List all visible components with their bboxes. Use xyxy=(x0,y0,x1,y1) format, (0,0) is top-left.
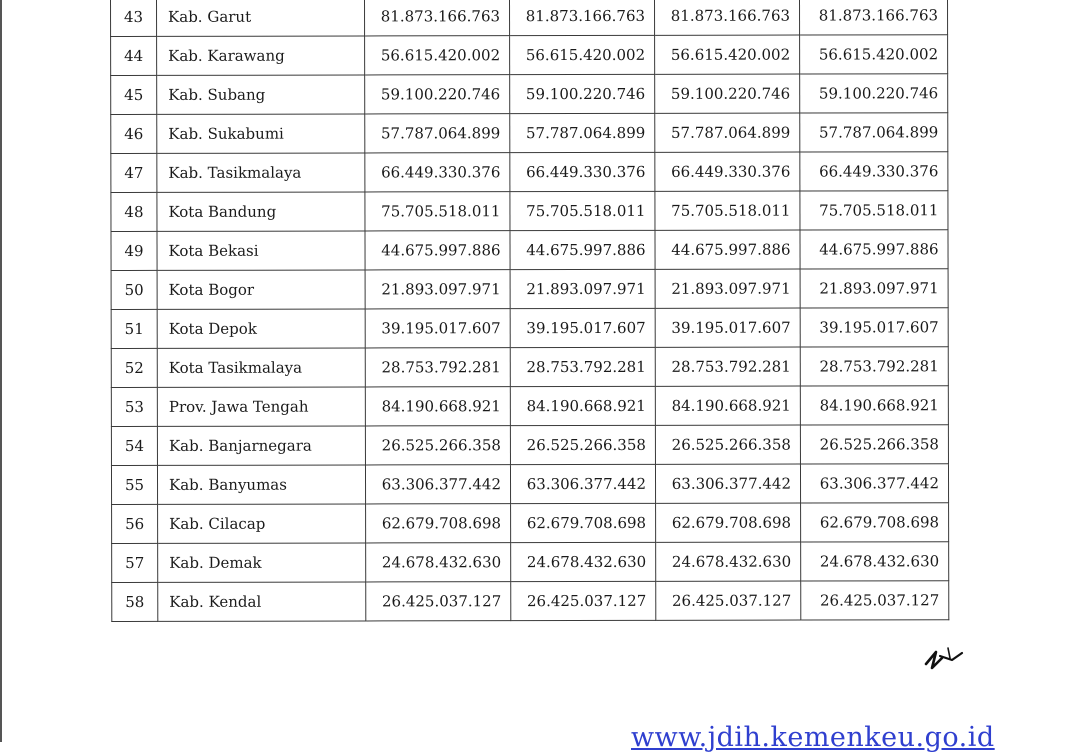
page-left-border xyxy=(0,0,2,742)
signature-initial-icon xyxy=(922,634,968,674)
amount-cell: 59.100.220.746 xyxy=(510,74,655,113)
table-row xyxy=(112,503,949,544)
region-name: Prov. Jawa Tengah xyxy=(157,387,365,426)
region-name: Kab. Kendal xyxy=(158,582,366,621)
region-name: Kab. Banjarnegara xyxy=(157,426,365,465)
amount-cell: 44.675.997.886 xyxy=(655,230,800,269)
amount-cell: 28.753.792.281 xyxy=(510,347,655,386)
amount-cell: 44.675.997.886 xyxy=(800,230,948,269)
row-number: 55 xyxy=(111,465,157,504)
amount-cell: 57.787.064.899 xyxy=(800,113,948,152)
region-name: Kab. Demak xyxy=(158,543,366,582)
table-row xyxy=(111,35,948,76)
allocation-table xyxy=(110,0,949,622)
amount-cell: 66.449.330.376 xyxy=(365,153,510,192)
amount-cell: 59.100.220.746 xyxy=(365,75,510,114)
row-number: 44 xyxy=(111,36,157,75)
document-page xyxy=(4,0,1088,753)
table-row xyxy=(112,542,949,583)
table-row xyxy=(111,0,948,36)
amount-cell: 28.753.792.281 xyxy=(655,347,800,386)
table-row xyxy=(111,74,948,115)
amount-cell: 59.100.220.746 xyxy=(800,74,948,113)
row-number: 43 xyxy=(111,0,157,36)
amount-cell: 81.873.166.763 xyxy=(365,0,510,36)
amount-cell: 66.449.330.376 xyxy=(800,152,948,191)
region-name: Kota Bekasi xyxy=(157,231,365,270)
amount-cell: 24.678.432.630 xyxy=(656,542,801,581)
table-row xyxy=(111,152,948,193)
row-number: 56 xyxy=(112,504,158,543)
amount-cell: 26.425.037.127 xyxy=(511,581,656,620)
amount-cell: 39.195.017.607 xyxy=(365,309,510,348)
amount-cell: 63.306.377.442 xyxy=(800,464,948,503)
amount-cell: 84.190.668.921 xyxy=(800,386,948,425)
table-row xyxy=(111,113,948,154)
amount-cell: 26.425.037.127 xyxy=(656,581,801,620)
table-row xyxy=(111,308,948,349)
amount-cell: 24.678.432.630 xyxy=(511,542,656,581)
amount-cell: 26.425.037.127 xyxy=(366,582,511,621)
row-number: 54 xyxy=(111,426,157,465)
amount-cell: 84.190.668.921 xyxy=(655,386,800,425)
amount-cell: 62.679.708.698 xyxy=(656,503,801,542)
region-name: Kab. Subang xyxy=(157,75,365,114)
table-row xyxy=(111,425,948,466)
table-row xyxy=(111,386,948,427)
row-number: 51 xyxy=(111,309,157,348)
amount-cell: 21.893.097.971 xyxy=(510,269,655,308)
region-name: Kota Bogor xyxy=(157,270,365,309)
table-row xyxy=(111,347,948,388)
amount-cell: 24.678.432.630 xyxy=(801,542,949,581)
region-name: Kab. Banyumas xyxy=(157,465,365,504)
region-name: Kota Depok xyxy=(157,309,365,348)
amount-cell: 66.449.330.376 xyxy=(510,152,655,191)
amount-cell: 62.679.708.698 xyxy=(366,504,511,543)
amount-cell: 59.100.220.746 xyxy=(655,74,800,113)
amount-cell: 24.678.432.630 xyxy=(366,543,511,582)
amount-cell: 75.705.518.011 xyxy=(800,191,948,230)
amount-cell: 28.753.792.281 xyxy=(800,347,948,386)
row-number: 48 xyxy=(111,192,157,231)
table-row xyxy=(111,464,948,505)
table-row xyxy=(111,191,948,232)
row-number: 49 xyxy=(111,231,157,270)
region-name: Kota Bandung xyxy=(157,192,365,231)
amount-cell: 39.195.017.607 xyxy=(800,308,948,347)
region-name: Kab. Tasikmalaya xyxy=(157,153,365,192)
amount-cell: 44.675.997.886 xyxy=(510,230,655,269)
amount-cell: 81.873.166.763 xyxy=(510,0,655,36)
amount-cell: 21.893.097.971 xyxy=(365,270,510,309)
amount-cell: 56.615.420.002 xyxy=(365,36,510,75)
amount-cell: 63.306.377.442 xyxy=(510,464,655,503)
region-name: Kab. Cilacap xyxy=(158,504,366,543)
amount-cell: 63.306.377.442 xyxy=(655,464,800,503)
amount-cell: 26.525.266.358 xyxy=(365,426,510,465)
amount-cell: 56.615.420.002 xyxy=(510,35,655,74)
amount-cell: 26.525.266.358 xyxy=(800,425,948,464)
row-number: 46 xyxy=(111,114,157,153)
amount-cell: 62.679.708.698 xyxy=(511,503,656,542)
amount-cell: 57.787.064.899 xyxy=(510,113,655,152)
table-row xyxy=(111,269,948,310)
region-name: Kota Tasikmalaya xyxy=(157,348,365,387)
amount-cell: 57.787.064.899 xyxy=(655,113,800,152)
amount-cell: 75.705.518.011 xyxy=(510,191,655,230)
amount-cell: 81.873.166.763 xyxy=(654,0,799,35)
amount-cell: 66.449.330.376 xyxy=(655,152,800,191)
amount-cell: 81.873.166.763 xyxy=(799,0,947,35)
table-row xyxy=(111,230,948,271)
row-number: 53 xyxy=(111,387,157,426)
amount-cell: 56.615.420.002 xyxy=(655,35,800,74)
amount-cell: 57.787.064.899 xyxy=(365,114,510,153)
amount-cell: 21.893.097.971 xyxy=(655,269,800,308)
amount-cell: 21.893.097.971 xyxy=(800,269,948,308)
amount-cell: 39.195.017.607 xyxy=(655,308,800,347)
amount-cell: 26.525.266.358 xyxy=(510,425,655,464)
row-number: 50 xyxy=(111,270,157,309)
amount-cell: 28.753.792.281 xyxy=(365,348,510,387)
amount-cell: 63.306.377.442 xyxy=(365,465,510,504)
amount-cell: 75.705.518.011 xyxy=(365,192,510,231)
region-name: Kab. Karawang xyxy=(157,36,365,75)
row-number: 57 xyxy=(112,543,158,582)
amount-cell: 84.190.668.921 xyxy=(365,387,510,426)
amount-cell: 84.190.668.921 xyxy=(510,386,655,425)
row-number: 52 xyxy=(111,348,157,387)
amount-cell: 39.195.017.607 xyxy=(510,308,655,347)
row-number: 45 xyxy=(111,75,157,114)
row-number: 47 xyxy=(111,153,157,192)
row-number: 58 xyxy=(112,582,158,621)
jdih-watermark-link[interactable]: www.jdih.kemenkeu.go.id xyxy=(631,722,995,753)
region-name: Kab. Sukabumi xyxy=(157,114,365,153)
amount-cell: 62.679.708.698 xyxy=(801,503,949,542)
amount-cell: 26.425.037.127 xyxy=(801,581,949,620)
amount-cell: 75.705.518.011 xyxy=(655,191,800,230)
amount-cell: 44.675.997.886 xyxy=(365,231,510,270)
table-row xyxy=(112,581,949,622)
amount-cell: 56.615.420.002 xyxy=(800,35,948,74)
amount-cell: 26.525.266.358 xyxy=(655,425,800,464)
region-name: Kab. Garut xyxy=(157,0,365,36)
